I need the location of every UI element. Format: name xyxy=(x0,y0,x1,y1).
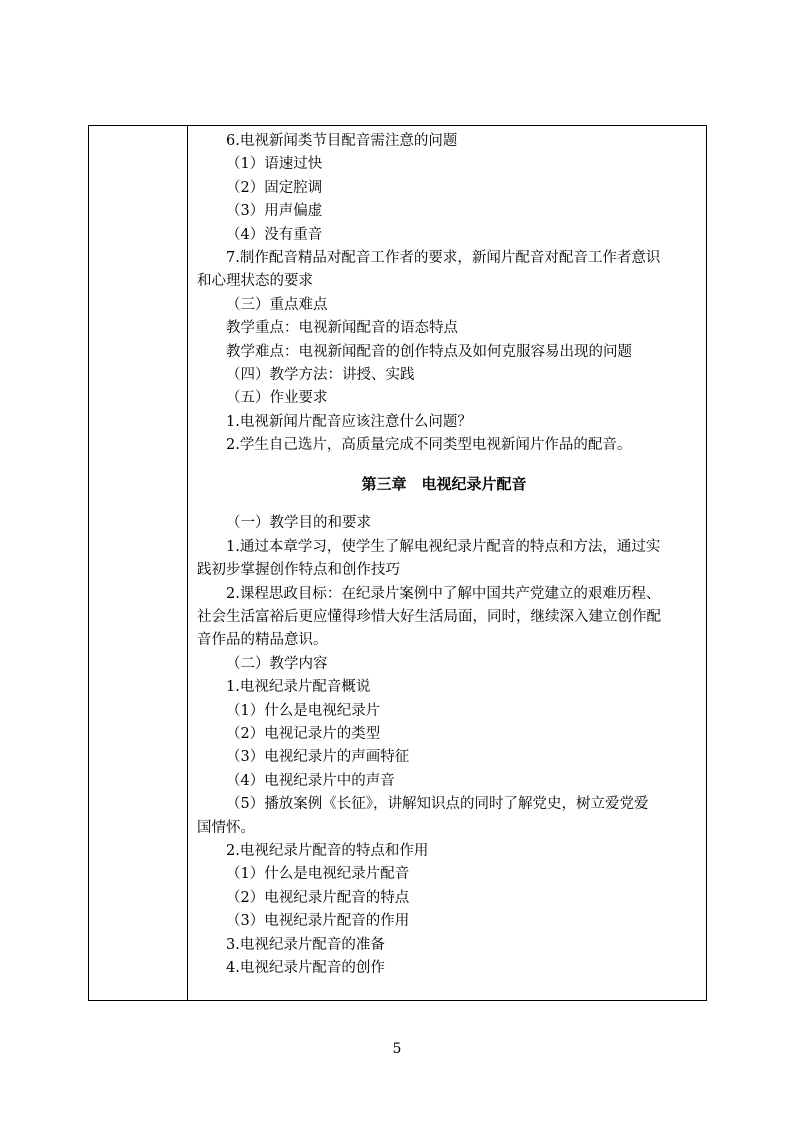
text-line: （一）教学目的和要求 xyxy=(226,515,371,532)
text-line: （3）电视纪录片的声画特征 xyxy=(226,749,410,766)
text-line: 6.电视新闻类节目配音需注意的问题 xyxy=(226,133,458,149)
text-line: （1）什么是电视纪录片 xyxy=(226,702,381,719)
text-line: 7.制作配音精品对配音工作者的要求，新闻片配音对配音工作者意识 xyxy=(226,249,661,266)
text-line: 1.电视新闻片配音应该注意什么问题？ xyxy=(226,413,472,430)
text-line: （四）教学方法：讲授、实践 xyxy=(226,366,415,383)
text-line: 3.电视纪录片配音的准备 xyxy=(226,936,385,953)
content-table xyxy=(88,125,707,1001)
chapter-title: 第三章 电视纪录片配音 xyxy=(361,475,527,494)
text-line: （4）电视纪录片中的声音 xyxy=(226,772,395,789)
text-line: 4.电视纪录片配音的创作 xyxy=(226,959,385,976)
page-number: 5 xyxy=(392,1041,402,1057)
text-line: （五）作业要求 xyxy=(226,390,328,407)
table-content-cell xyxy=(189,126,699,980)
text-line: 践初步掌握创作特点和创作技巧 xyxy=(197,562,400,579)
text-line: 1.电视纪录片配音概说 xyxy=(226,679,371,696)
text-line: 音作品的精品意识。 xyxy=(197,632,328,649)
text-line: 2.电视纪录片配音的特点和作用 xyxy=(226,842,429,859)
text-line: （3）用声偏虚 xyxy=(226,203,323,220)
text-line: 社会生活富裕后更应懂得珍惜大好生活局面，同时，继续深入建立创作配 xyxy=(197,609,661,626)
text-line: 1.通过本章学习，使学生了解电视纪录片配音的特点和方法，通过实 xyxy=(226,538,661,555)
text-line: 和心理状态的要求 xyxy=(197,273,313,290)
text-line: （2）电视纪录片配音的特点 xyxy=(226,889,410,906)
text-line: 2.课程思政目标：在纪录片案例中了解中国共产党建立的艰难历程、 xyxy=(226,585,661,602)
text-line: 教学重点：电视新闻配音的语态特点 xyxy=(226,320,458,337)
table-left-column xyxy=(89,126,188,1000)
text-line: （二）教学内容 xyxy=(226,655,328,672)
text-line: （2）电视记录片的类型 xyxy=(226,725,381,742)
text-line: （2）固定腔调 xyxy=(226,179,323,196)
text-line: （三）重点难点 xyxy=(226,296,328,313)
text-line: 教学难点：电视新闻配音的创作特点及如何克服容易出现的问题 xyxy=(226,343,632,360)
text-line: （1）什么是电视纪录片配音 xyxy=(226,866,410,883)
text-line: （3）电视纪录片配音的作用 xyxy=(226,913,410,930)
text-line: （1）语速过快 xyxy=(226,156,323,173)
text-line: 国情怀。 xyxy=(197,819,255,836)
text-line: （4）没有重音 xyxy=(226,226,323,243)
text-line: 2.学生自己选片，高质量完成不同类型电视新闻片作品的配音。 xyxy=(226,437,632,454)
text-line: （5）播放案例《长征》，讲解知识点的同时了解党史，树立爱党爱 xyxy=(226,796,649,813)
